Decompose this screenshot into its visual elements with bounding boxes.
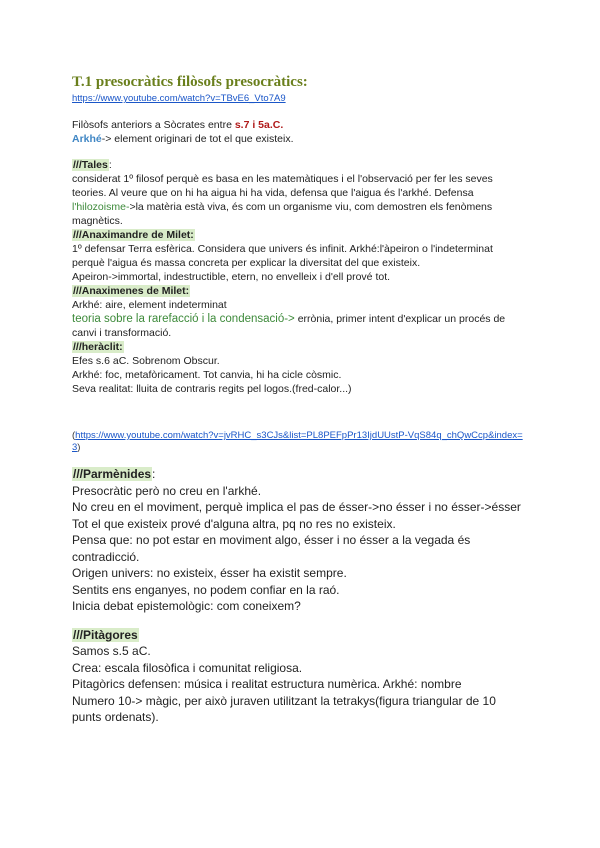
intro-line-1 [72, 118, 528, 132]
pitagores-section [72, 627, 528, 726]
tales-text-end: >la matèria està viva, és com un organisme viu, com demostren els fenòmens magnètics. [72, 201, 493, 227]
parmenides-line: Sentits ens enganyes, no podem confiar en la raó. [72, 582, 340, 597]
tales-text: considerat 1º filosof perquè es basa en les matemàtiques i el l'observació per fer les seves teories. Al veure que on hi ha aigua hi ha vida, defensa que l'aigua és l'arkhé. Defensa [72, 173, 493, 199]
arkhe-term: Arkhé [72, 133, 102, 145]
intro-text: Filòsofs anteriors a Sòcrates entre [72, 119, 235, 131]
parmenides-heading: ///Parmènides [73, 467, 152, 481]
heraclit-heading: ///heràclit: [73, 341, 123, 353]
pitagores-line: Crea: escala filosòfica i comunitat religiosa. [72, 660, 303, 675]
anaximandre-section [72, 228, 528, 284]
pitagores-line: Pitagòrics defensen: música i realitat estructura numèrica. Arkhé: nombre [72, 677, 462, 691]
paren-close: ) [77, 442, 81, 453]
anaximandre-paragraph-1: 1º defensar Terra esfèrica. Considera que univers és infinit. Arkhé:l'àpeiron o l'indeterminat perquè l'aigua és massa concreta per explicar la diversitat del que existeix. [72, 243, 493, 269]
parmenides-line: Origen univers: no existeix, ésser ha existit sempre. [72, 566, 347, 580]
tales-heading [72, 158, 528, 172]
anaximenes-section [72, 284, 528, 340]
anaximenes-heading: ///Anaximenes de Milet: [73, 285, 190, 297]
anaximandre-heading: ///Anaximandre de Milet: [73, 229, 194, 241]
anaximenes-paragraph-2 [72, 312, 528, 340]
youtube-link-1[interactable]: https://www.youtube.com/watch?v=TBvE6_Vto7A9 [72, 93, 286, 104]
parmenides-line: Presocràtic però no creu en l'arkhé. [72, 483, 262, 498]
tales-heading-colon: : [108, 159, 112, 171]
heraclit-paragraph-1: Efes s.6 aC. Sobrenom Obscur. [72, 355, 220, 367]
anaximenes-text-end: errònia, primer intent d'explicar un procés de canvi i transformació. [72, 313, 506, 339]
anaximenes-paragraph-1: Arkhé: aire, element indeterminat [72, 299, 227, 311]
heraclit-paragraph-3: Seva realitat: lluita de contraris regits pel logos.(fred-calor...) [72, 383, 352, 395]
intro-line-2 [72, 132, 528, 146]
parmenides-heading-colon: : [152, 467, 156, 481]
hilozoisme-term: l'hilozoisme- [72, 201, 130, 213]
pitagores-line: Numero 10-> màgic, per això juraven utilitzant la tetrakys(figura triangular de 10 punts ordenats). [72, 693, 496, 724]
heraclit-paragraph-2: Arkhé: foc, metafòricament. Tot canvia, hi ha cicle còsmic. [72, 369, 342, 381]
parmenides-line: Inicia debat epistemològic: com coneixem? [72, 599, 301, 613]
paren-open: ( [72, 430, 76, 441]
parmenides-section [72, 466, 528, 615]
heraclit-section [72, 340, 528, 396]
pitagores-line: Samos s.5 aC. [72, 644, 151, 658]
pitagores-heading: ///Pitàgores [73, 627, 138, 642]
parmenides-line: No creu en el moviment, perquè implica el pas de ésser->no ésser i no ésser->ésser [72, 500, 521, 514]
intro-date-range: s.7 i 5a.C. [234, 119, 284, 131]
rarefaccio-term: teoria sobre la rarefacció i la condensació-> [72, 313, 295, 325]
tales-heading-text: ///Tales [73, 159, 108, 171]
youtube-link-2[interactable]: https://www.youtube.com/watch?v=jvRHC_s3CJs&list=PL8PEFpPr13IjdUUstP-VqS84q_chQwCcp&index=3 [72, 430, 523, 453]
parmenides-line: Pensa que: no pot estar en moviment algo, ésser i no ésser a la vegada és contradicció. [72, 533, 471, 564]
tales-paragraph [72, 172, 528, 228]
anaximandre-paragraph-2: Apeiron->immortal, indestructible, etern, no envelleix i d'ell prové tot. [72, 271, 391, 283]
intro-section [72, 118, 528, 146]
parmenides-line: Tot el que existeix prové d'alguna altra, pq no res no existeix. [72, 516, 396, 531]
tales-section [72, 158, 528, 228]
youtube-link-2-wrapper [72, 430, 528, 454]
document-title: T.1 presocràtics filòsofs presocràtics: [72, 74, 308, 90]
arkhe-definition: -> element originari de tot el que existeix. [101, 133, 294, 145]
